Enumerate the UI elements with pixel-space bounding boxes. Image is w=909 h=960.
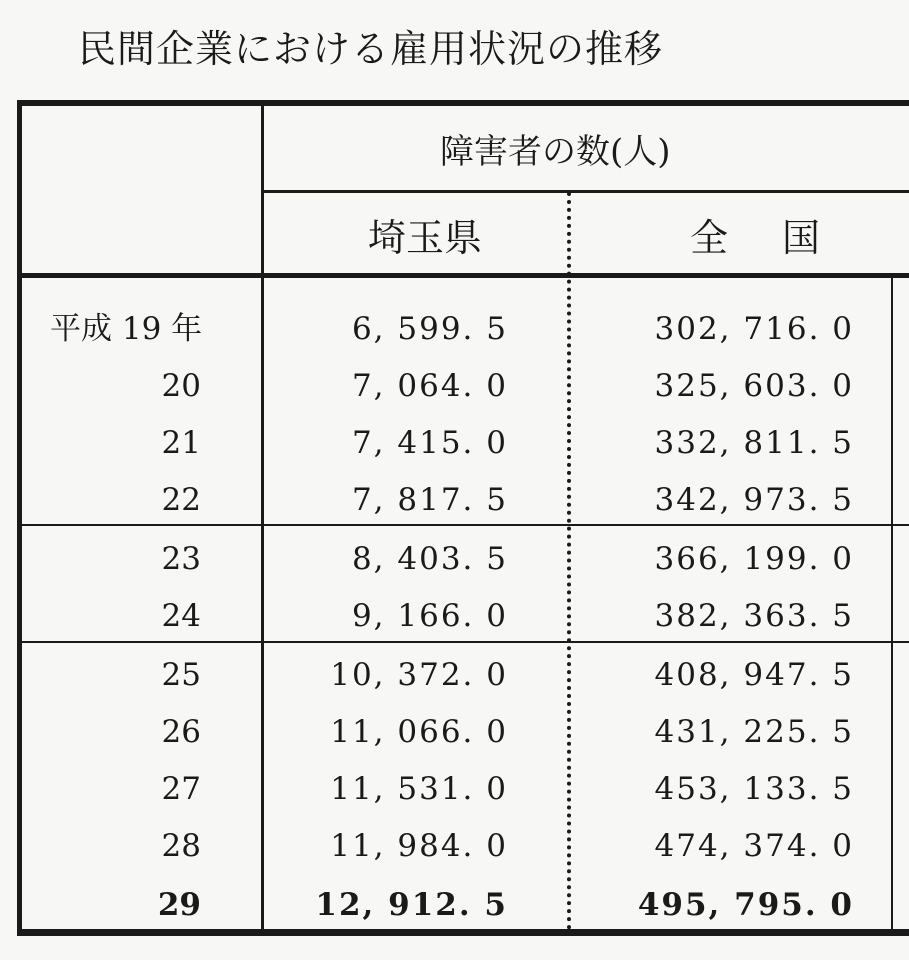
- page-title: 民間企業における雇用状況の推移: [78, 27, 664, 71]
- saitama-value-cell: 11, 984. 0: [330, 828, 508, 864]
- table-row: [22, 817, 891, 875]
- year-cell: 22: [161, 482, 201, 518]
- year-cell: 25: [161, 657, 201, 693]
- saitama-value-cell: 12, 912. 5: [315, 887, 508, 923]
- saitama-value-cell: 7, 415. 0: [351, 425, 508, 461]
- saitama-value-cell: 9, 166. 0: [351, 598, 508, 634]
- saitama-value-cell: 6, 599. 5: [351, 311, 508, 347]
- year-cell: 24: [161, 598, 201, 634]
- table-row: [22, 876, 891, 934]
- year-cell: 29: [157, 887, 201, 923]
- zenkoku-value-cell: 431, 225. 5: [654, 714, 854, 750]
- subheader-divider: [263, 190, 909, 193]
- table-row: [22, 471, 891, 529]
- saitama-value-cell: 10, 372. 0: [330, 657, 508, 693]
- right-column-edge: [891, 276, 893, 931]
- year-cell: 21: [161, 425, 201, 461]
- zenkoku-value-cell: 453, 133. 5: [654, 771, 854, 807]
- saitama-value-cell: 11, 066. 0: [330, 714, 508, 750]
- saitama-value-cell: 7, 817. 5: [351, 482, 508, 518]
- table-row: [22, 357, 891, 415]
- table-row: [22, 703, 891, 761]
- header-saitama: 埼玉県: [368, 216, 483, 260]
- table-row: [22, 587, 891, 645]
- table-top-border: [17, 100, 909, 106]
- year-cell: 27: [161, 771, 201, 807]
- saitama-value-cell: 7, 064. 0: [351, 368, 508, 404]
- zenkoku-value-cell: 342, 973. 5: [654, 482, 854, 518]
- table-row: [22, 646, 891, 704]
- zenkoku-value-cell: 325, 603. 0: [654, 368, 854, 404]
- year-cell: 28: [161, 828, 201, 864]
- zenkoku-value-cell: 474, 374. 0: [654, 828, 854, 864]
- year-cell: 26: [161, 714, 201, 750]
- header-bottom-border: [17, 273, 909, 278]
- header-zenkoku: 全国: [690, 216, 875, 260]
- saitama-value-cell: 11, 531. 0: [330, 771, 508, 807]
- header-disabled-count: 障害者の数(人): [440, 132, 671, 172]
- year-cell: 20: [161, 368, 201, 404]
- zenkoku-value-cell: 366, 199. 0: [654, 541, 854, 577]
- zenkoku-value-cell: 382, 363. 5: [654, 598, 854, 634]
- saitama-value-cell: 8, 403. 5: [351, 541, 508, 577]
- zenkoku-value-cell: 408, 947. 5: [654, 657, 854, 693]
- zenkoku-value-cell: 302, 716. 0: [654, 311, 854, 347]
- table-row: [22, 300, 891, 358]
- year-cell: 23: [161, 541, 201, 577]
- table-row: [22, 530, 891, 588]
- zenkoku-value-cell: 495, 795. 0: [637, 887, 854, 923]
- table-row: [22, 414, 891, 472]
- table-row: [22, 760, 891, 818]
- year-cell: 平成 19 年: [50, 311, 203, 347]
- zenkoku-value-cell: 332, 811. 5: [654, 425, 854, 461]
